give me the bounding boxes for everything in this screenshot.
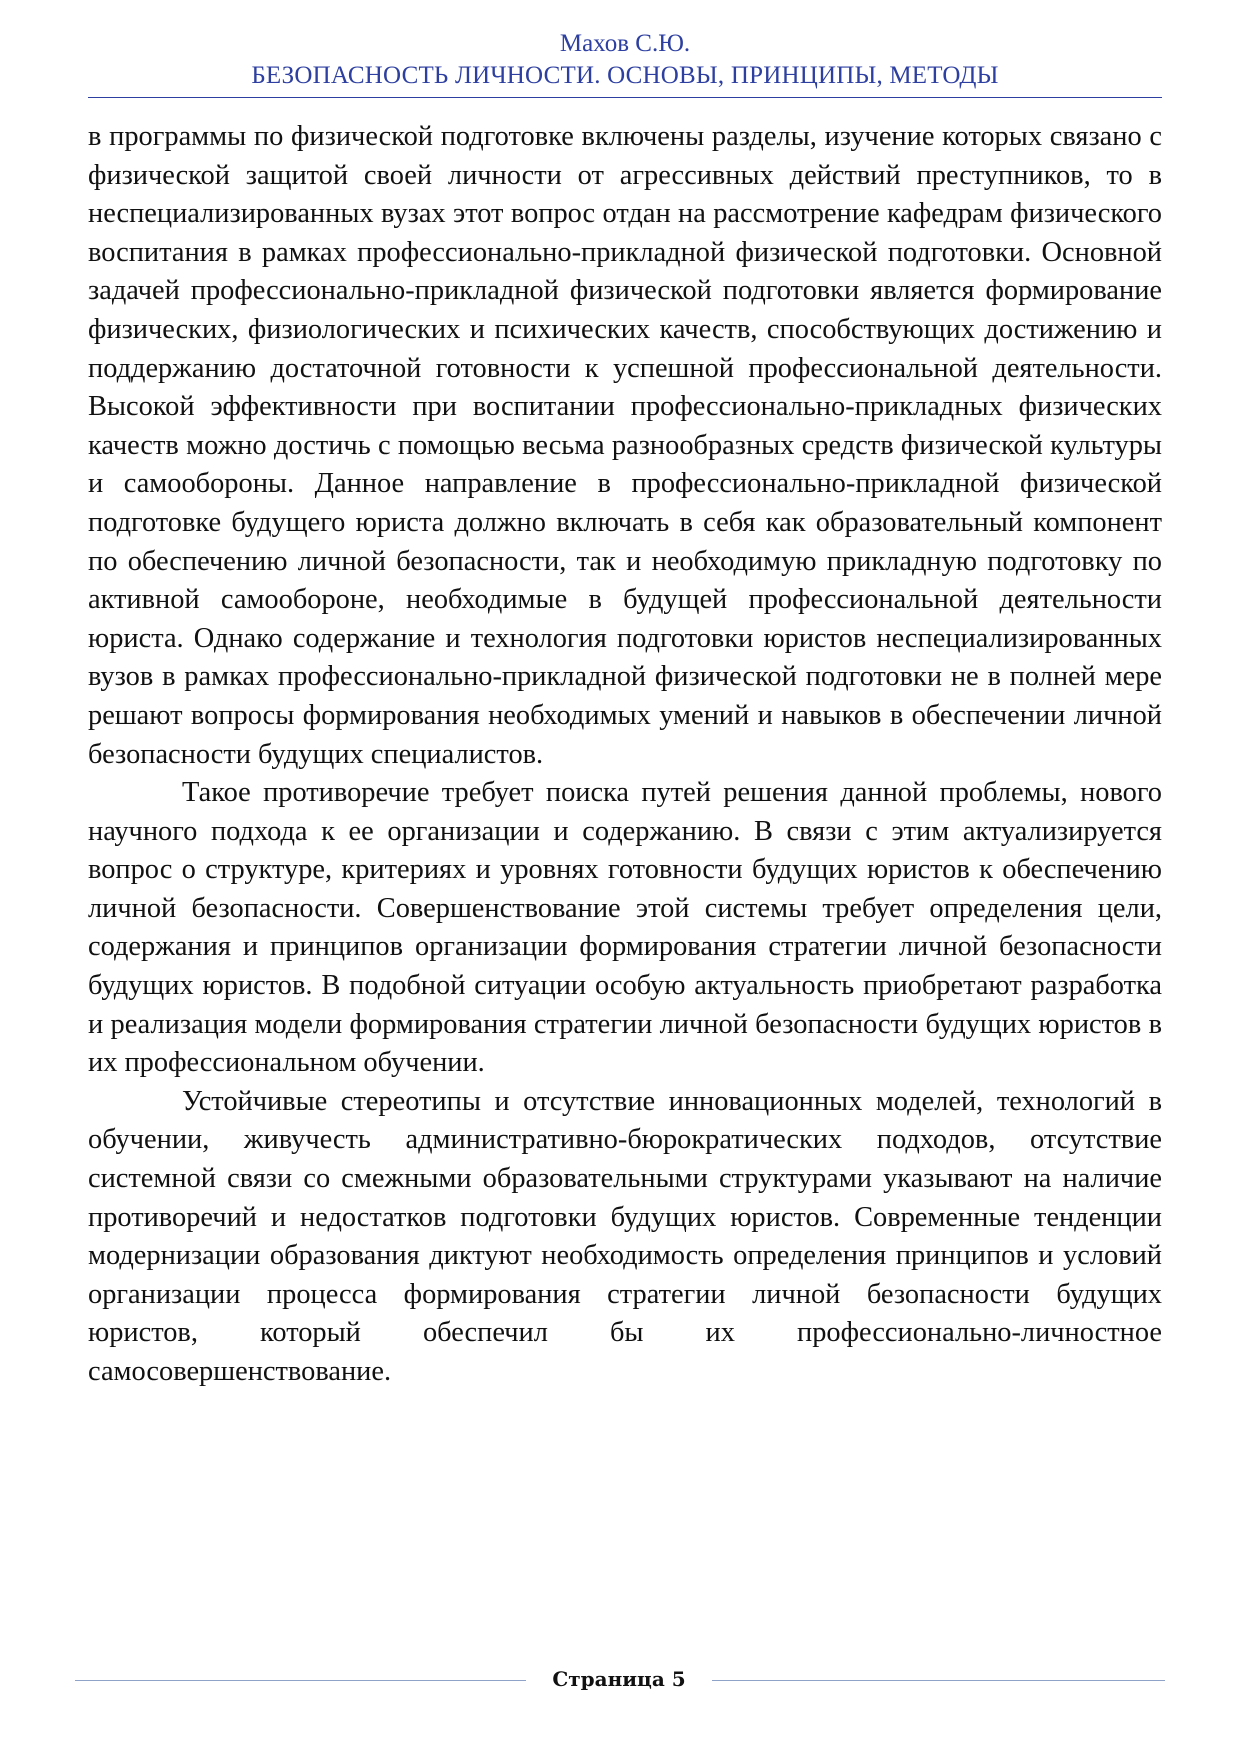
footer-divider-left bbox=[75, 1680, 526, 1681]
page-number: Страница 5 bbox=[552, 1667, 686, 1691]
header-divider bbox=[88, 97, 1162, 98]
header-title: БЕЗОПАСНОСТЬ ЛИЧНОСТИ. ОСНОВЫ, ПРИНЦИПЫ, МЕТОДЫ bbox=[251, 62, 999, 89]
header-author: Махов С.Ю. bbox=[559, 30, 691, 57]
paragraph-1: в программы по физической подготовке включены разделы, изучение которых связано с физической защитой своей личности от агрессивных действий преступников, то в неспециализированных вузах этот вопрос отдан на рассмотрение кафедрам физического воспитания в рамках профессионально-прикладной физической подготовки. Основной задачей профессионально-прикладной физической подготовки является формирование физических, физиологических и психических качеств, способствующих достижению и поддержанию достаточной готовности к успешной профессиональной деятельности. Высокой эффективности при воспитании профессионально-прикладных физических качеств можно достичь с помощью весьма разнообразных средств физической культуры и самообороны. Данное направление в профессионально-прикладной физической подготовке будущего юриста должно включать в себя как образовательный компонент по обеспечению личной безопасности, так и необходимую прикладную подготовку по активной самообороне, необходимые в будущей профессиональной деятельности юриста. Однако содержание и технология подготовки юристов неспециализированных вузов в рамках профессионально-прикладной физической подготовки не в полней мере решают вопросы формирования необходимых умений и навыков в обеспечении личной безопасности будущих специалистов. bbox=[88, 121, 1162, 770]
document-body bbox=[88, 118, 1162, 1392]
footer-divider-right bbox=[712, 1680, 1165, 1681]
paragraph-2: Такое противоречие требует поиска путей решения данной проблемы, нового научного подхода к ее организации и содержанию. В связи с этим актуализируется вопрос о структуре, критериях и уровнях готовности будущих юристов к обеспечению личной безопасности. Совершенствование этой системы требует определения цели, содержания и принципов организации формирования стратегии личной безопасности будущих юристов. В подобной ситуации особую актуальность приобретают разработка и реализация модели формирования стратегии личной безопасности будущих юристов в их профессиональном обучении. bbox=[88, 777, 1162, 1079]
page-header bbox=[88, 28, 1162, 92]
paragraph-3: Устойчивые стереотипы и отсутствие инновационных моделей, технологий в обучении, живучесть административно-бюрократических подходов, отсутствие системной связи со смежными образовательными структурами указывают на наличие противоречий и недостатков подготовки будущих юристов. Современные тенденции модернизации образования диктуют необходимость определения принципов и условий организации процесса формирования стратегии личной безопасности будущих юристов, который обеспечил бы их профессионально-личностное самосовершенствование. bbox=[88, 1085, 1162, 1387]
page-footer bbox=[75, 1664, 1165, 1694]
